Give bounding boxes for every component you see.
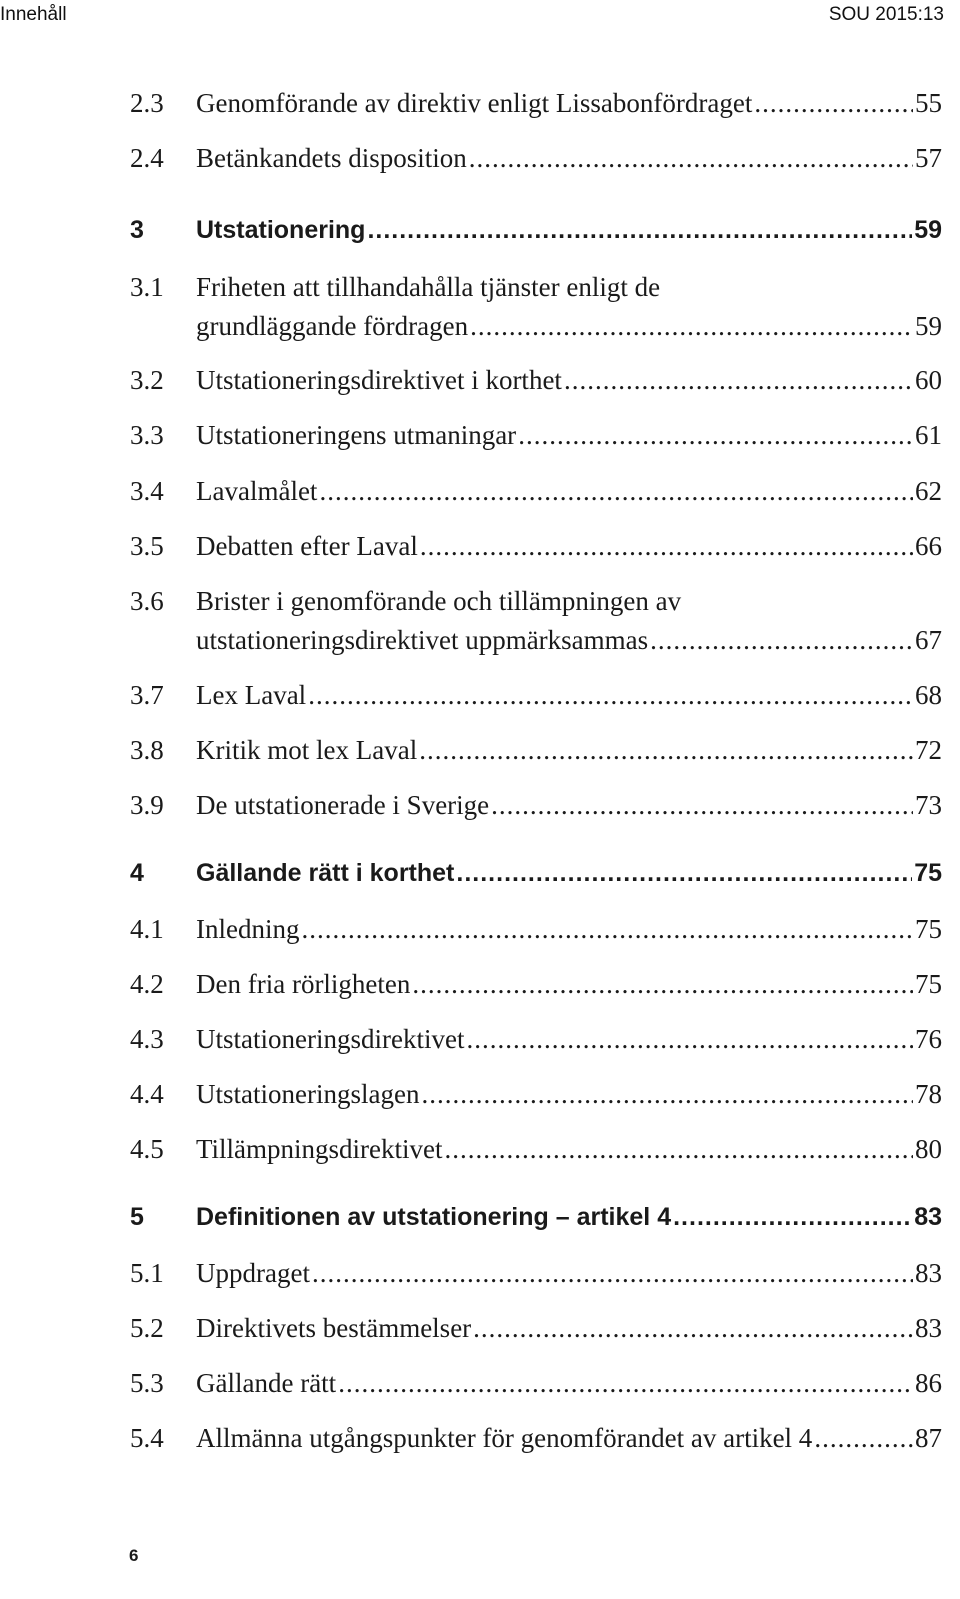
toc-entry-title: De utstationerade i Sverige [196,790,490,820]
toc-leader-dots [518,420,913,451]
toc-entry[interactable] [130,914,942,945]
toc-entry-title: Friheten att tillhandahålla tjänster enligt de [196,272,661,302]
toc-entry[interactable] [130,680,942,711]
toc-entry-title: Kritik mot lex Laval [196,735,418,765]
toc-entry-body [196,1024,942,1055]
toc-entry[interactable] [130,476,942,507]
toc-entry-body [196,476,942,507]
toc-entry-title: Inledning [196,914,300,944]
toc-entry-number: 5.4 [130,1423,164,1453]
toc-entry-number: 3 [130,216,144,244]
toc-entry-title: Genomförande av direktiv enligt Lissabonfördraget [196,88,753,118]
toc-entry[interactable] [130,216,942,245]
toc-entry[interactable] [130,365,942,396]
toc-leader-dots [420,531,913,562]
toc-entry[interactable] [130,1258,942,1289]
toc-entry-number: 3.8 [130,735,164,765]
toc-entry-number: 3.1 [130,272,164,302]
toc-entry[interactable] [130,1079,942,1110]
toc-entry-number: 4.5 [130,1134,164,1164]
toc-entry-title: Allmänna utgångspunkter för genomförandet av artikel 4 [196,1423,813,1453]
toc-entry-body [196,143,942,174]
toc-leader-dots [469,143,913,174]
toc-leader-dots [308,680,913,711]
toc-entry-page: 86 [915,1368,942,1398]
toc-entry-page: 75 [914,859,942,887]
toc-entry-title-continued-line [196,311,942,342]
toc-entry-page: 57 [915,143,942,173]
toc-entry-number: 4 [130,859,144,887]
toc-entry-page: 83 [914,1203,942,1231]
toc-entry-page: 83 [915,1313,942,1343]
toc-entry-body [196,1368,942,1399]
toc-entry-body [196,680,942,711]
toc-entry[interactable] [130,1368,942,1399]
toc-entry-number: 3.3 [130,420,164,450]
toc-entry-page: 59 [915,311,942,341]
toc-leader-dots [814,1423,913,1454]
toc-entry-body [196,1079,942,1110]
toc-entry-body [196,1134,942,1165]
toc-entry-number: 3.6 [130,586,164,616]
toc-entry-title-continued-line [196,625,942,656]
toc-entry[interactable] [130,531,942,562]
toc-leader-dots [650,625,913,656]
toc-leader-dots [367,216,912,245]
toc-entry-title: Gällande rätt i korthet [196,859,455,887]
toc-entry-number: 4.2 [130,969,164,999]
toc-entry-number: 2.4 [130,143,164,173]
toc-leader-dots [491,790,913,821]
toc-entry-title: Utstationeringsdirektivet i korthet [196,365,562,395]
toc-entry-body [196,365,942,396]
toc-entry[interactable] [130,586,942,656]
toc-entry-page: 87 [915,1423,942,1453]
toc-entry-page: 73 [915,790,942,820]
toc-entry-page: 55 [915,88,942,118]
toc-entry-page: 83 [915,1258,942,1288]
toc-leader-dots [419,735,913,766]
toc-entry-number: 5.1 [130,1258,164,1288]
toc-entry-title-continued: utstationeringsdirektivet uppmärksammas [196,625,649,655]
toc-entry-body [196,859,942,888]
toc-entry-title: Utstationeringslagen [196,1079,420,1109]
toc-entry-page: 78 [915,1079,942,1109]
toc-entry-body [196,1258,942,1289]
toc-entry-number: 4.3 [130,1024,164,1054]
toc-entry-title: Brister i genomförande och tillämpningen av [196,586,682,616]
toc-leader-dots [466,1024,913,1055]
running-header-section: Innehåll [0,4,67,25]
toc-entry-body [196,216,942,245]
toc-entry-page: 66 [915,531,942,561]
toc-entry-page: 76 [915,1024,942,1054]
toc-entry-title: Gällande rätt [196,1368,337,1398]
toc-entry-title: Betänkandets disposition [196,143,467,173]
toc-entry-title: Lex Laval [196,680,307,710]
toc-entry-number: 3.4 [130,476,164,506]
toc-entry-body [196,586,942,656]
toc-entry[interactable] [130,969,942,1000]
toc-entry[interactable] [130,859,942,888]
toc-entry-title: Utstationeringsdirektivet [196,1024,465,1054]
toc-entry-number: 5.2 [130,1313,164,1343]
toc-entry-title: Utstationering [196,216,366,244]
toc-entry-body [196,420,942,451]
toc-entry-body [196,1313,942,1344]
toc-entry-number: 2.3 [130,88,164,118]
toc-entry-page: 68 [915,680,942,710]
toc-entry[interactable] [130,1203,942,1232]
toc-entry-number: 5.3 [130,1368,164,1398]
page-number: 6 [129,1546,139,1565]
toc-entry-body [196,272,942,342]
toc-entry-title: Uppdraget [196,1258,310,1288]
toc-entry[interactable] [130,1313,942,1344]
toc-entry-number: 4.1 [130,914,164,944]
toc-entry-title: Direktivets bestämmelser [196,1313,472,1343]
toc-entry-number: 3.2 [130,365,164,395]
toc-entry-title: Debatten efter Laval [196,531,418,561]
toc-entry[interactable] [130,1423,942,1454]
running-header-report-id: SOU 2015:13 [828,4,944,25]
toc-entry-title: Definitionen av utstationering – artikel 4 [196,1203,672,1231]
toc-entry-number: 3.7 [130,680,164,710]
toc-leader-dots [445,1134,913,1165]
toc-leader-dots [421,1079,913,1110]
toc-leader-dots [673,1203,912,1232]
toc-entry-page: 61 [915,420,942,450]
toc-leader-dots [319,476,913,507]
toc-entry-page: 60 [915,365,942,395]
toc-entry[interactable] [130,88,942,119]
toc-leader-dots [754,88,913,119]
toc-leader-dots [338,1368,913,1399]
toc-entry[interactable] [130,272,942,342]
toc-entry-body [196,88,942,119]
toc-entry-number: 3.9 [130,790,164,820]
toc-entry-number: 5 [130,1203,144,1231]
toc-leader-dots [470,311,913,342]
toc-entry-body [196,969,942,1000]
toc-leader-dots [412,969,913,1000]
toc-entry-page: 75 [915,969,942,999]
toc-entry[interactable] [130,790,942,821]
toc-entry-title: Lavalmålet [196,476,318,506]
toc-entry[interactable] [130,143,942,174]
toc-entry-number: 3.5 [130,531,164,561]
toc-entry[interactable] [130,420,942,451]
toc-entry-body [196,1423,942,1454]
toc-entry-body [196,1203,942,1232]
toc-entry[interactable] [130,1134,942,1165]
toc-entry-number: 4.4 [130,1079,164,1109]
toc-leader-dots [564,365,913,396]
toc-entry-body [196,735,942,766]
toc-entry-page: 75 [915,914,942,944]
toc-entry-title-continued: grundläggande fördragen [196,311,469,341]
toc-entry-title: Tillämpningsdirektivet [196,1134,443,1164]
toc-entry-title: Utstationeringens utmaningar [196,420,517,450]
toc-entry[interactable] [130,735,942,766]
toc-entry-page: 72 [915,735,942,765]
toc-entry-page: 67 [915,625,942,655]
toc-leader-dots [301,914,913,945]
toc-entry-page: 62 [915,476,942,506]
toc-leader-dots [312,1258,913,1289]
toc-entry-page: 80 [915,1134,942,1164]
toc-entry[interactable] [130,1024,942,1055]
toc-entry-body [196,914,942,945]
toc-leader-dots [456,859,912,888]
toc-leader-dots [473,1313,913,1344]
toc-entry-body [196,531,942,562]
toc-entry-title: Den fria rörligheten [196,969,411,999]
toc-entry-body [196,790,942,821]
toc-entry-page: 59 [914,216,942,244]
